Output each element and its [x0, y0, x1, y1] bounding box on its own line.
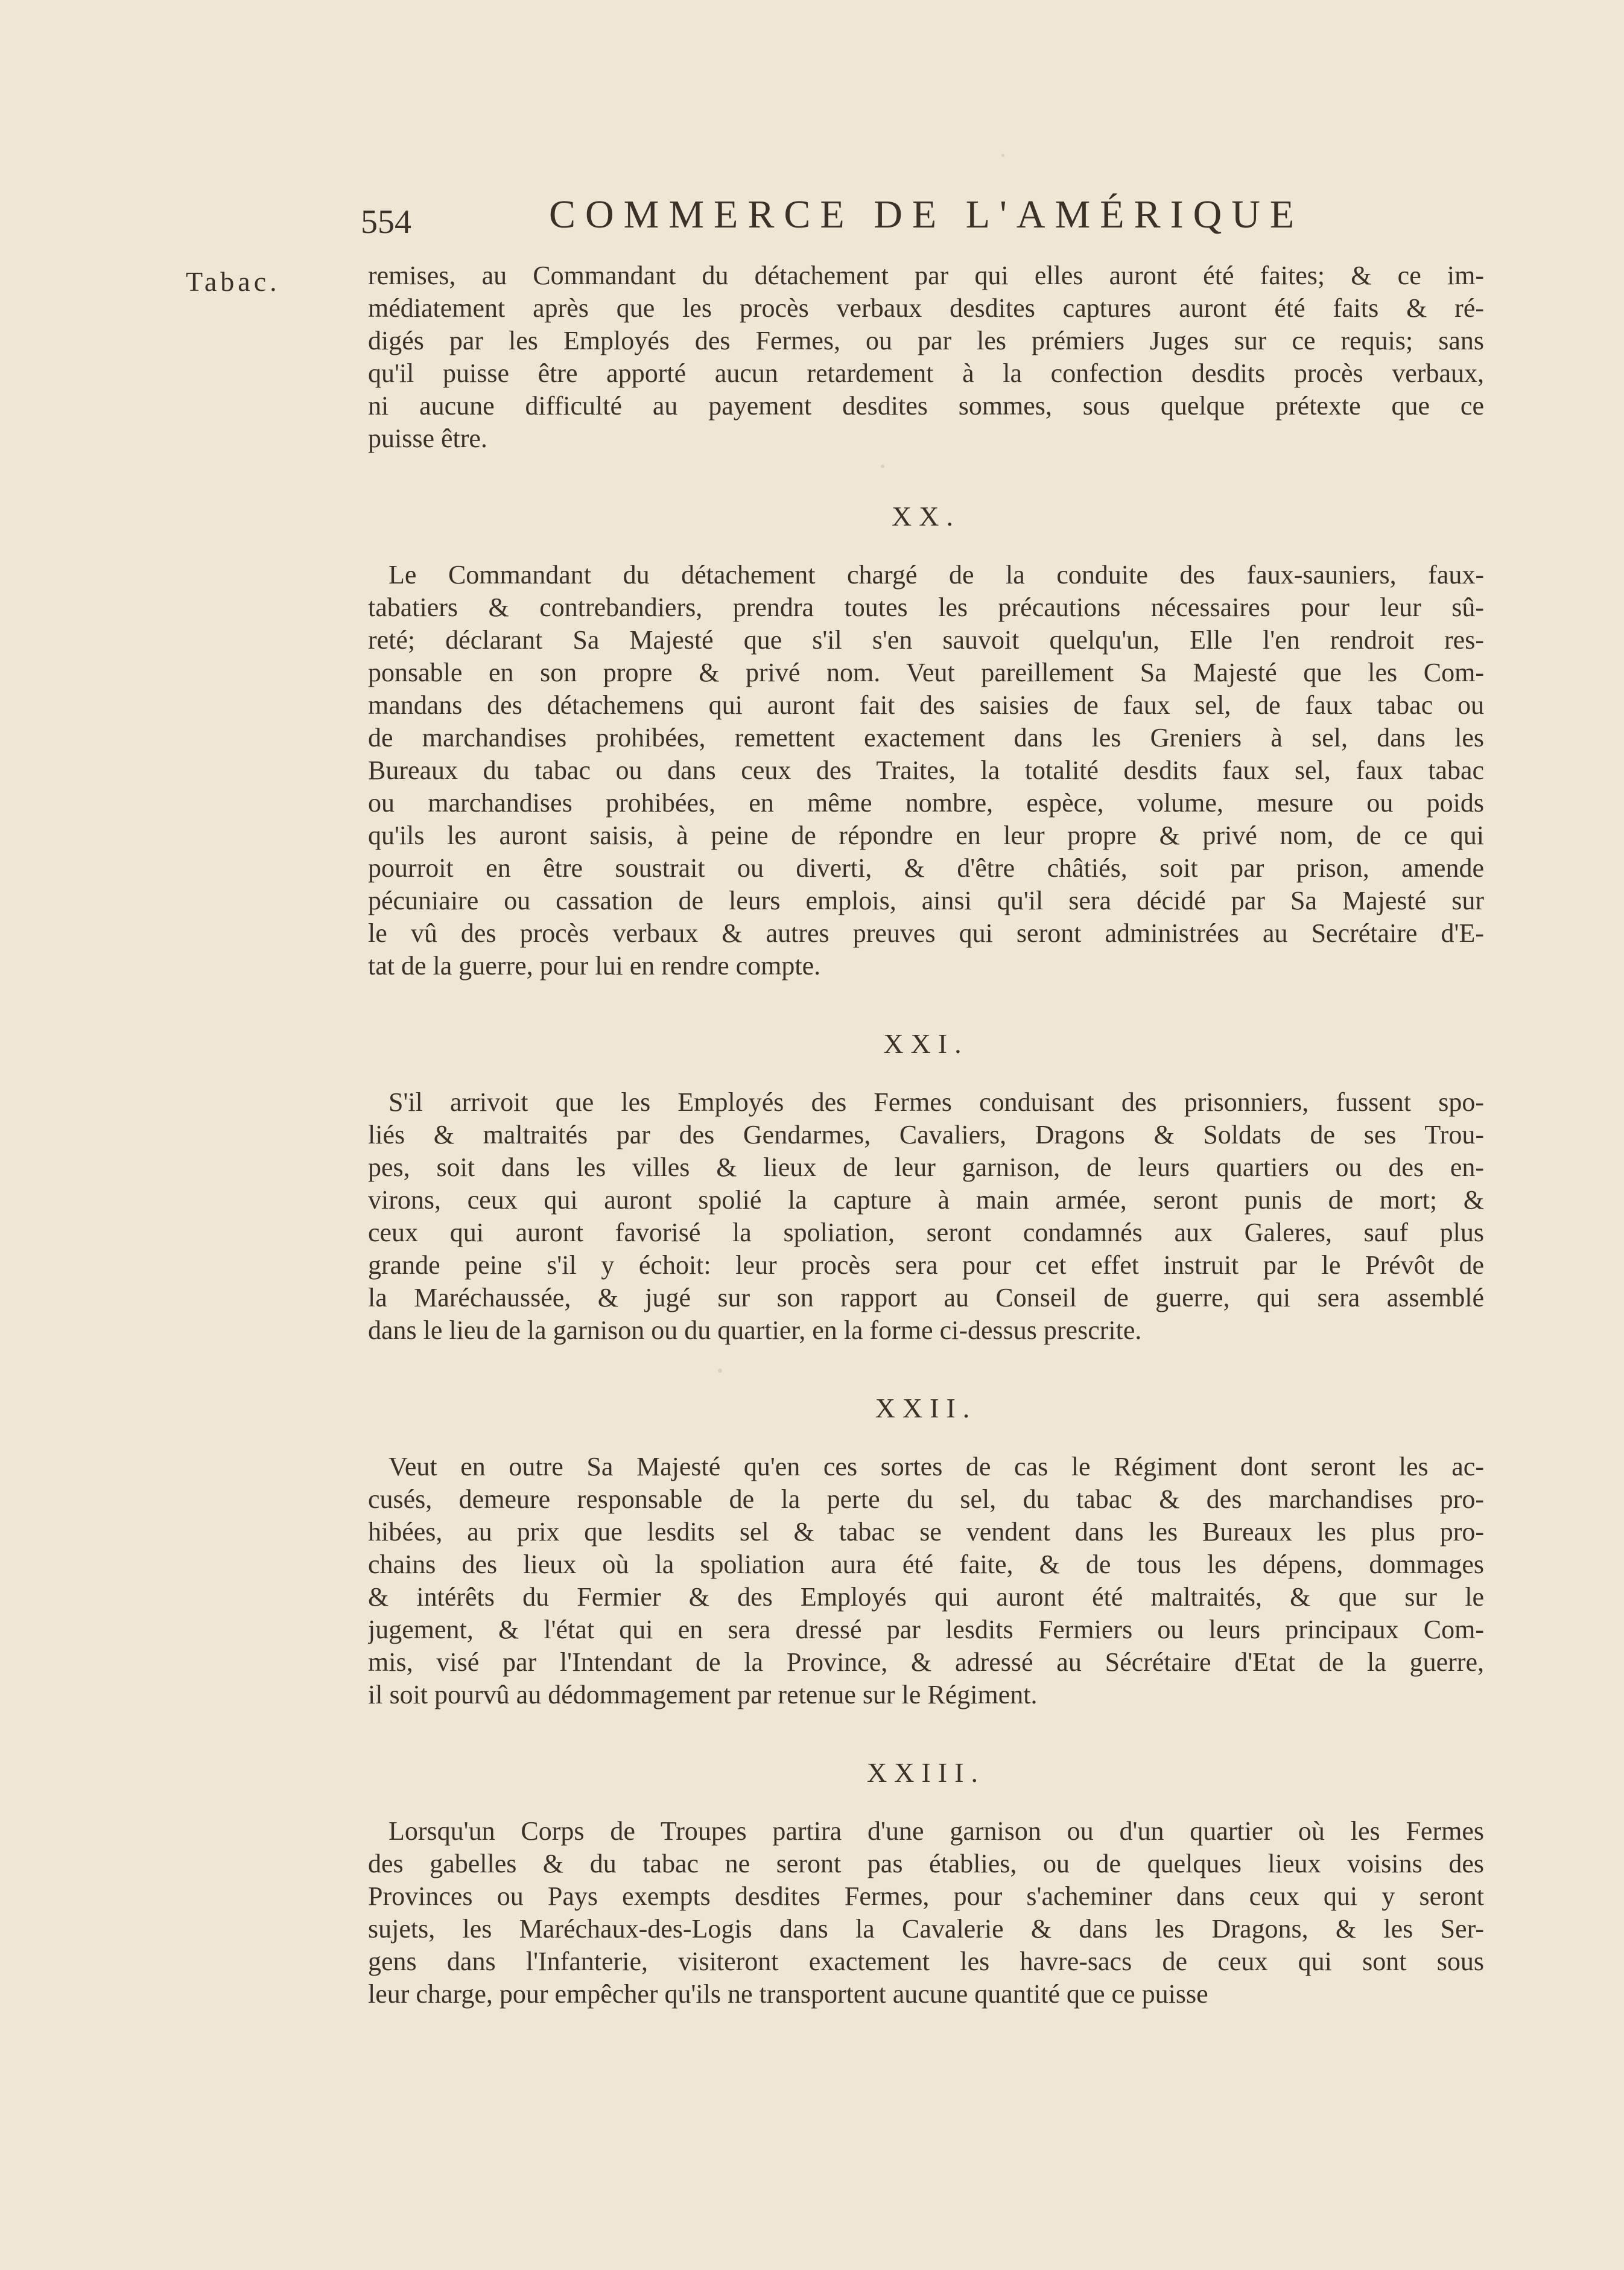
running-title: COMMERCE DE L'AMÉRIQUE [549, 192, 1304, 237]
text-line: ponsable en son propre & privé nom. Veut pareillement Sa Majesté que les Com- [368, 658, 1484, 687]
paragraph-gap [368, 455, 1484, 474]
paragraph-gap [368, 982, 1484, 1002]
text-line: jugement, & l'état qui en sera dressé par lesdits Fermiers ou leurs principaux Com- [368, 1615, 1484, 1644]
text-line: mis, visé par l'Intendant de la Province, & adressé au Sécrétaire d'Etat de la guerre, [368, 1647, 1484, 1677]
text-line: mandans des détachemens qui auront fait des saisies de faux sel, de faux tabac ou [368, 690, 1484, 720]
paper-spot [1001, 154, 1004, 157]
text-line: ceux qui auront favorisé la spoliation, seront condamnés aux Galeres, sauf plus [368, 1218, 1484, 1247]
text-line: & intérêts du Fermier & des Employés qui auront été maltraités, & que sur le [368, 1582, 1484, 1612]
paper-spot [881, 465, 884, 468]
body-text [368, 259, 1484, 2011]
text-line: gens dans l'Infanterie, visiteront exactement les havre-sacs de ceux qui sont sous [368, 1947, 1484, 1976]
text-line: dans le lieu de la garnison ou du quartier, en la forme ci-dessus prescrite. [368, 1315, 1142, 1345]
text-line: hibées, au prix que lesdits sel & tabac se vendent dans les Bureaux les plus pro- [368, 1517, 1484, 1547]
text-line: Veut en outre Sa Majesté qu'en ces sortes de cas le Régiment dont seront les ac- [389, 1452, 1484, 1481]
text-line: grande peine s'il y échoit: leur procès sera pour cet effet instruit par le Prévôt de [368, 1250, 1484, 1280]
text-line: qu'ils les auront saisis, à peine de répondre en leur propre & privé nom, de ce qui [368, 821, 1484, 850]
page-header [361, 192, 1350, 246]
text-line: qu'il puisse être apporté aucun retardement à la confection desdits procès verbaux, [368, 358, 1484, 388]
text-line: ni aucune difficulté au payement desdites sommes, sous quelque prétexte que ce [368, 391, 1484, 421]
text-line: leur charge, pour empêcher qu'ils ne transportent aucune quantité que ce puisse [368, 1979, 1208, 2009]
article-heading: XXIII. [867, 1757, 985, 1788]
paragraph-gap [368, 1347, 1484, 1366]
text-line: S'il arrivoit que les Employés des Fermes conduisant des prisonniers, fussent spo- [389, 1087, 1484, 1117]
text-line: puisse être. [368, 424, 487, 453]
text-line: sujets, les Maréchaux-des-Logis dans la Cavalerie & dans les Dragons, & les Ser- [368, 1914, 1484, 1944]
text-line: de marchandises prohibées, remettent exactement dans les Greniers à sel, dans les [368, 723, 1484, 752]
text-line: Le Commandant du détachement chargé de la conduite des faux-sauniers, faux- [389, 560, 1484, 590]
paragraph [368, 1451, 1484, 1711]
text-line: tabatiers & contrebandiers, prendra toutes les précautions nécessaires pour leur sû- [368, 593, 1484, 622]
article-heading: XX. [892, 501, 960, 532]
paragraph [368, 559, 1484, 982]
text-line: médiatement après que les procès verbaux desdites captures auront été faits & ré- [368, 293, 1484, 323]
text-line: ou marchandises prohibées, en même nombre, espèce, volume, mesure ou poids [368, 788, 1484, 818]
text-line: pourroit en être soustrait ou diverti, & d'être châtiés, soit par prison, amende [368, 853, 1484, 883]
text-line: des gabelles & du tabac ne seront pas établies, ou de quelques lieux voisins des [368, 1849, 1484, 1878]
text-line: cusés, demeure responsable de la perte du sel, du tabac & des marchandises pro- [368, 1484, 1484, 1514]
text-line: pes, soit dans les villes & lieux de leur garnison, de leurs quartiers ou des en- [368, 1152, 1484, 1182]
text-line: reté; déclarant Sa Majesté que s'il s'en sauvoit quelqu'un, Elle l'en rendroit res- [368, 625, 1484, 655]
text-line: il soit pourvû au dédommagement par retenue sur le Régiment. [368, 1680, 1038, 1709]
text-line: chains des lieux où la spoliation aura été faite, & de tous les dépens, dommages [368, 1550, 1484, 1579]
text-line: le vû des procès verbaux & autres preuves qui seront administrées au Secrétaire d'E- [368, 918, 1484, 948]
paragraph [368, 1815, 1484, 2011]
paragraph [368, 259, 1484, 455]
text-line: virons, ceux qui auront spolié la capture à main armée, seront punis de mort; & [368, 1185, 1484, 1215]
margin-label: Tabac. [186, 266, 281, 297]
text-line: liés & maltraités par des Gendarmes, Cavaliers, Dragons & Soldats de ses Trou- [368, 1120, 1484, 1149]
text-line: Bureaux du tabac ou dans ceux des Traites, la totalité desdits faux sel, faux tabac [368, 755, 1484, 785]
page-number: 554 [361, 203, 411, 241]
text-line: Lorsqu'un Corps de Troupes partira d'une garnison ou d'un quartier où les Fermes [389, 1816, 1484, 1846]
text-line: la Maréchaussée, & jugé sur son rapport au Conseil de guerre, qui sera assemblé [368, 1283, 1484, 1312]
text-line: pécuniaire ou cassation de leurs emplois, ainsi qu'il sera décidé par Sa Majesté sur [368, 886, 1484, 915]
text-line: tat de la guerre, pour lui en rendre compte. [368, 951, 821, 981]
paragraph-gap [368, 1711, 1484, 1731]
text-line: remises, au Commandant du détachement par qui elles auront été faites; & ce im- [368, 261, 1484, 290]
text-line: digés par les Employés des Fermes, ou par les prémiers Juges sur ce requis; sans [368, 326, 1484, 355]
text-line: Provinces ou Pays exempts desdites Fermes, pour s'acheminer dans ceux qui y seront [368, 1881, 1484, 1911]
article-heading: XXI. [883, 1028, 969, 1059]
paragraph [368, 1086, 1484, 1347]
article-heading: XXII. [875, 1393, 977, 1423]
paper-spot [718, 1369, 722, 1373]
